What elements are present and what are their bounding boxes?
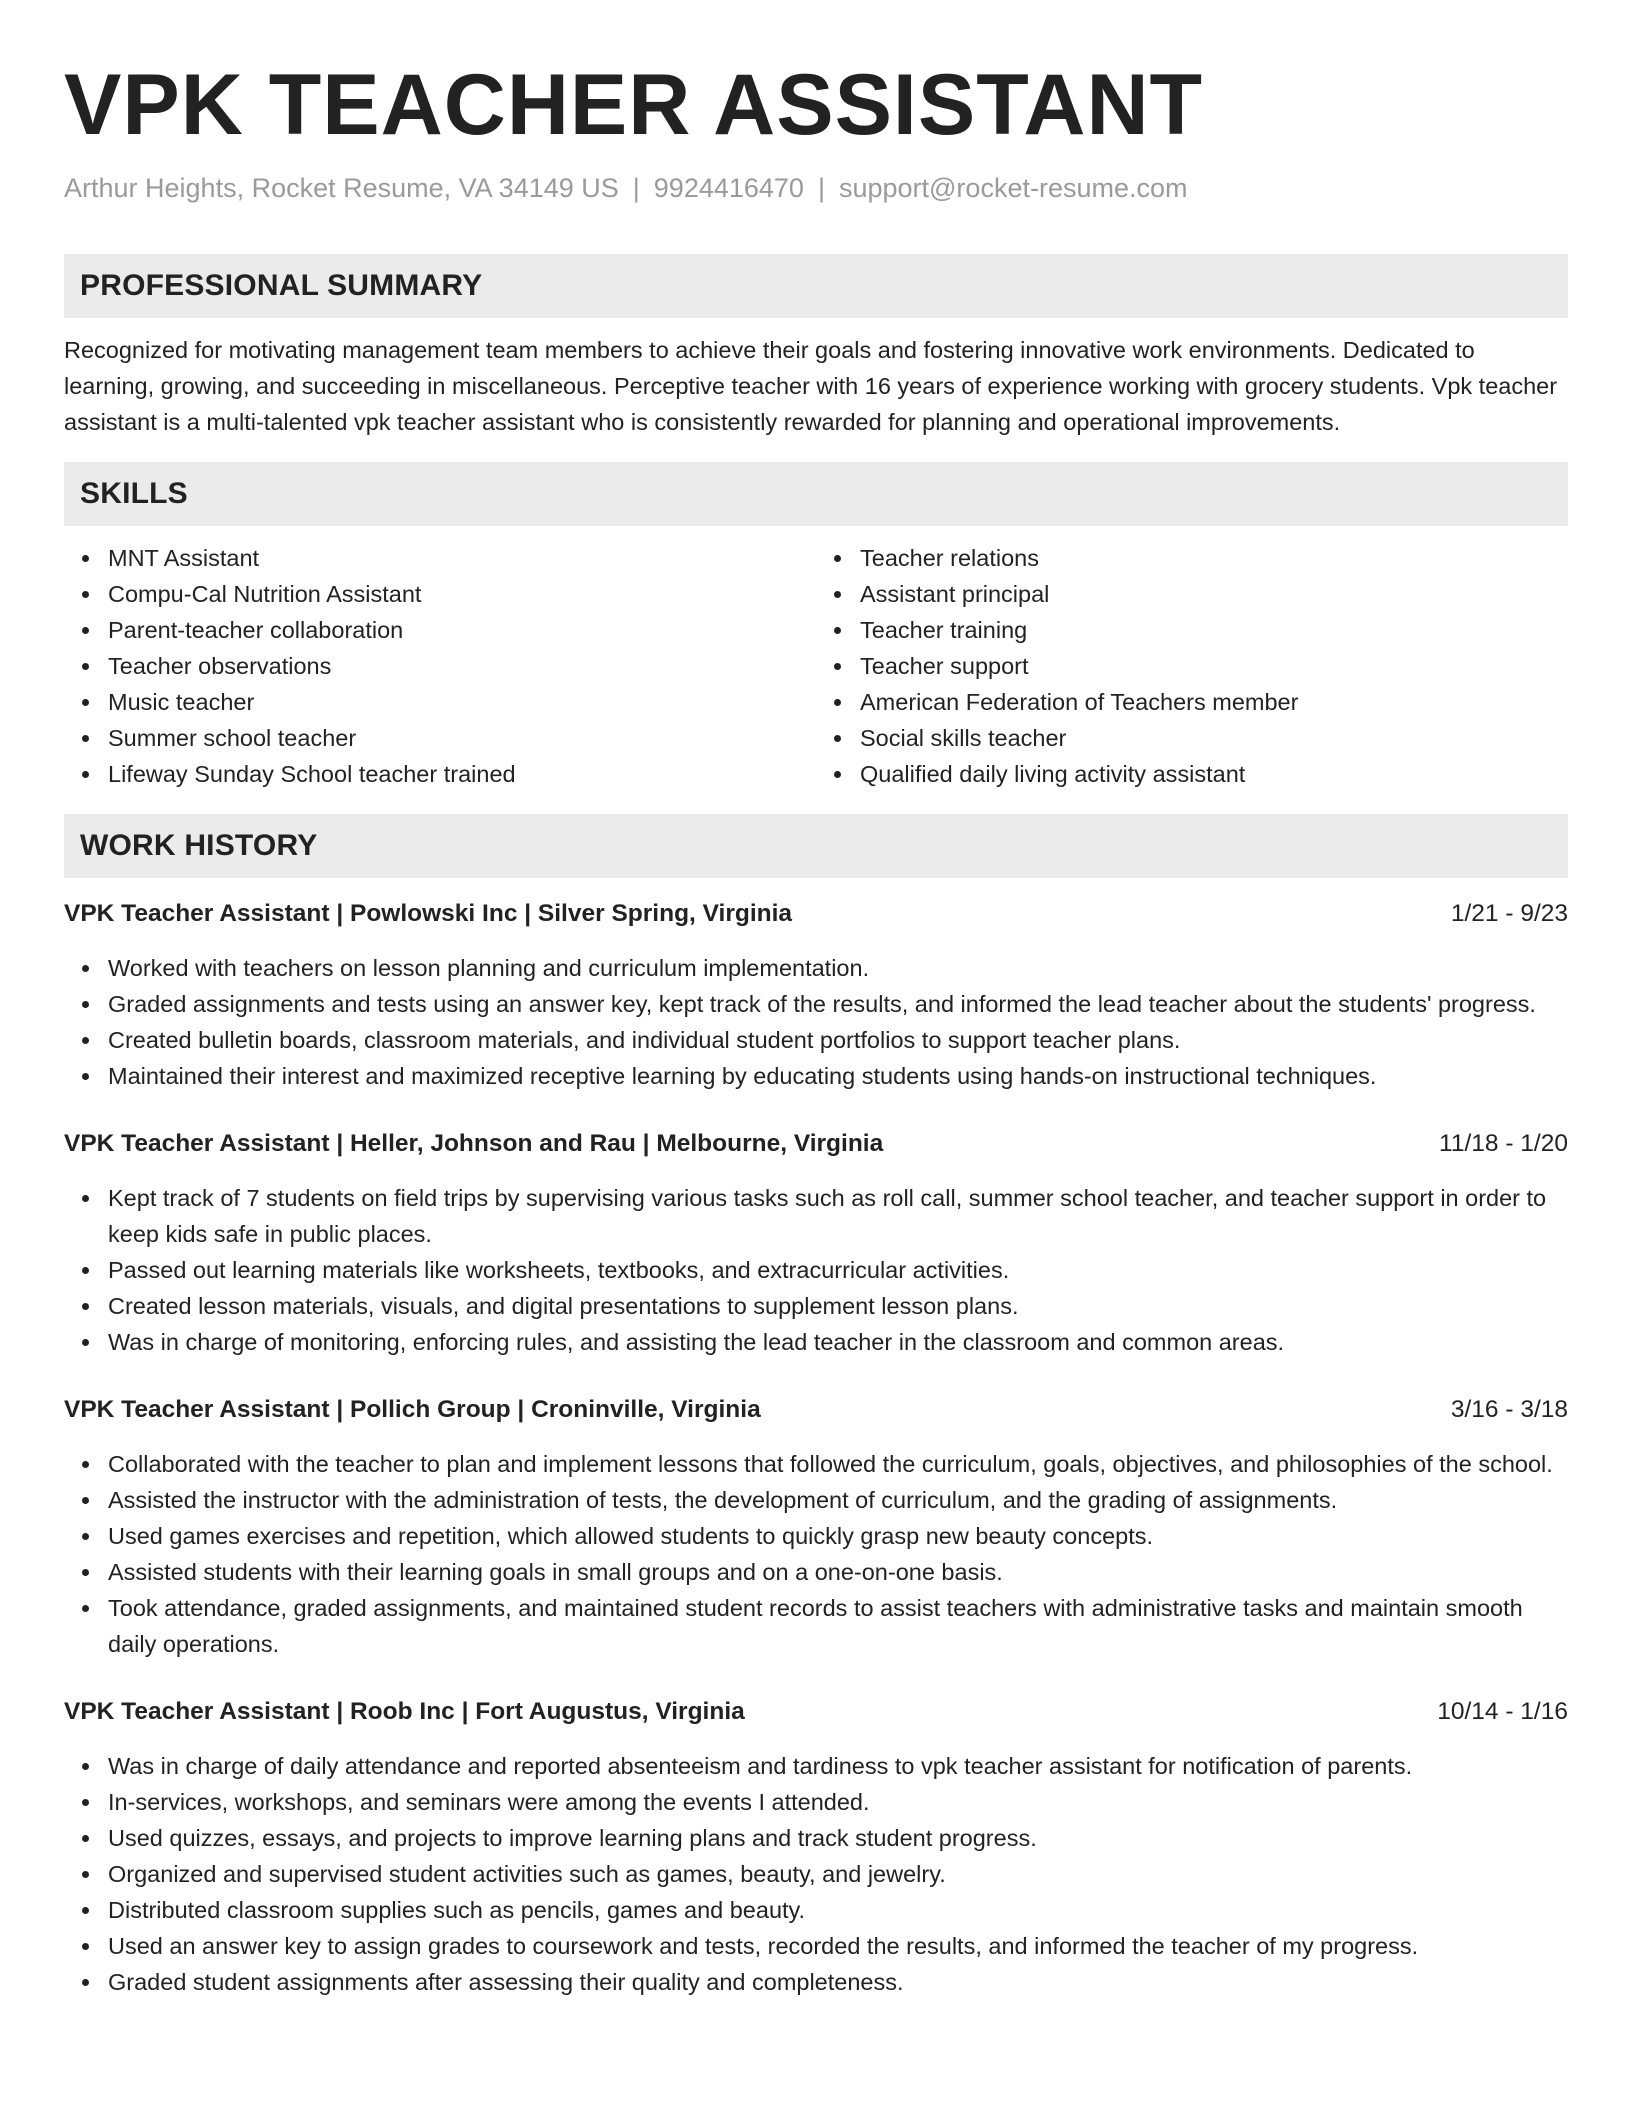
summary-text: Recognized for motivating management team members to achieve their goals and fostering innovative work environments. Dedicated to learning, growing, and succeeding in miscellaneous. Perceptive teacher with 16 years of experience working with grocery students. Vpk teacher assistant is a multi-talented vpk teacher assistant who is consistently rewarded for planning and operational improvements. [64, 337, 1558, 436]
skill-item: MNT Assistant [108, 540, 816, 576]
skill-item: Teacher training [860, 612, 1568, 648]
contact-separator: | [817, 173, 825, 203]
skill-item: Parent-teacher collaboration [108, 612, 816, 648]
job-bullet: Graded assignments and tests using an answer key, kept track of the results, and informed the lead teacher about the students' progress. [108, 986, 1568, 1022]
candidate-name: VPK TEACHER ASSISTANT [64, 57, 1204, 153]
job-bullets [64, 950, 1568, 1094]
job-bullet: Created lesson materials, visuals, and digital presentations to supplement lesson plans. [108, 1288, 1568, 1324]
job-bullet: Was in charge of daily attendance and reported absenteeism and tardiness to vpk teacher assistant for notification of parents. [108, 1748, 1568, 1784]
skills-column-right [816, 540, 1568, 792]
job-bullet: Organized and supervised student activities such as games, beauty, and jewelry. [108, 1856, 1568, 1892]
skills-column-left [64, 540, 816, 792]
contact-line [64, 172, 1568, 204]
section-header-work-history: WORK HISTORY [64, 814, 1568, 878]
contact-separator: | [632, 173, 640, 203]
job-bullet: Distributed classroom supplies such as pencils, games and beauty. [108, 1892, 1568, 1928]
skill-item: Social skills teacher [860, 720, 1568, 756]
job-bullet: Used an answer key to assign grades to coursework and tests, recorded the results, and informed the teacher of my progress. [108, 1928, 1568, 1964]
skill-item: Teacher relations [860, 540, 1568, 576]
skill-item: Summer school teacher [108, 720, 816, 756]
contact-phone: 9924416470 [653, 173, 804, 203]
skills-list [64, 540, 1568, 792]
skill-item: Assistant principal [860, 576, 1568, 612]
job-bullet: Graded student assignments after assessing their quality and completeness. [108, 1964, 1568, 2000]
job-bullet: Used quizzes, essays, and projects to improve learning plans and track student progress. [108, 1820, 1568, 1856]
job-dates: 11/18 - 1/20 [1439, 1130, 1568, 1158]
skill-item: Teacher observations [108, 648, 816, 684]
job-bullet: Maintained their interest and maximized receptive learning by educating students using hands-on instructional techniques. [108, 1058, 1568, 1094]
skill-item: American Federation of Teachers member [860, 684, 1568, 720]
job-bullet: Created bulletin boards, classroom materials, and individual student portfolios to support teacher plans. [108, 1022, 1568, 1058]
job-title: VPK Teacher Assistant | Heller, Johnson and Rau | Melbourne, Virginia [64, 1130, 884, 1158]
job-bullets [64, 1748, 1568, 2000]
skill-item: Compu-Cal Nutrition Assistant [108, 576, 816, 612]
job-header [64, 1392, 1568, 1428]
job-entry [64, 1126, 1568, 1360]
job-header [64, 896, 1568, 932]
job-bullet: Was in charge of monitoring, enforcing rules, and assisting the lead teacher in the classroom and common areas. [108, 1324, 1568, 1360]
section-header-skills: SKILLS [64, 462, 1568, 526]
job-bullet: In-services, workshops, and seminars were among the events I attended. [108, 1784, 1568, 1820]
skill-item: Music teacher [108, 684, 816, 720]
job-title: VPK Teacher Assistant | Powlowski Inc | Silver Spring, Virginia [64, 900, 793, 928]
job-bullet: Kept track of 7 students on field trips by supervising various tasks such as roll call, summer school teacher, and teacher support in order to keep kids safe in public places. [108, 1180, 1568, 1252]
contact-email: support@rocket-resume.com [838, 173, 1188, 203]
job-bullet: Worked with teachers on lesson planning and curriculum implementation. [108, 950, 1568, 986]
skill-item: Lifeway Sunday School teacher trained [108, 756, 816, 792]
job-bullet: Assisted students with their learning goals in small groups and on a one-on-one basis. [108, 1554, 1568, 1590]
job-entry [64, 1392, 1568, 1662]
job-header [64, 1694, 1568, 1730]
job-bullet: Collaborated with the teacher to plan and implement lessons that followed the curriculum, goals, objectives, and philosophies of the school. [108, 1446, 1568, 1482]
job-dates: 10/14 - 1/16 [1437, 1698, 1568, 1726]
job-entry [64, 1694, 1568, 2000]
contact-address: Arthur Heights, Rocket Resume, VA 34149 US [64, 173, 619, 203]
job-bullet: Took attendance, graded assignments, and maintained student records to assist teachers with administrative tasks and maintain smooth daily operations. [108, 1590, 1568, 1662]
skill-item: Qualified daily living activity assistant [860, 756, 1568, 792]
job-bullet: Used games exercises and repetition, which allowed students to quickly grasp new beauty concepts. [108, 1518, 1568, 1554]
job-bullets [64, 1446, 1568, 1662]
job-bullet: Assisted the instructor with the administration of tests, the development of curriculum, and the grading of assignments. [108, 1482, 1568, 1518]
job-header [64, 1126, 1568, 1162]
job-entry [64, 896, 1568, 1094]
job-bullet: Passed out learning materials like worksheets, textbooks, and extracurricular activities. [108, 1252, 1568, 1288]
section-header-summary: PROFESSIONAL SUMMARY [64, 254, 1568, 318]
job-title: VPK Teacher Assistant | Pollich Group | Croninville, Virginia [64, 1396, 761, 1424]
job-bullets [64, 1180, 1568, 1360]
job-dates: 3/16 - 3/18 [1450, 1396, 1568, 1424]
job-dates: 1/21 - 9/23 [1450, 900, 1568, 928]
skill-item: Teacher support [860, 648, 1568, 684]
job-title: VPK Teacher Assistant | Roob Inc | Fort Augustus, Virginia [64, 1698, 745, 1726]
